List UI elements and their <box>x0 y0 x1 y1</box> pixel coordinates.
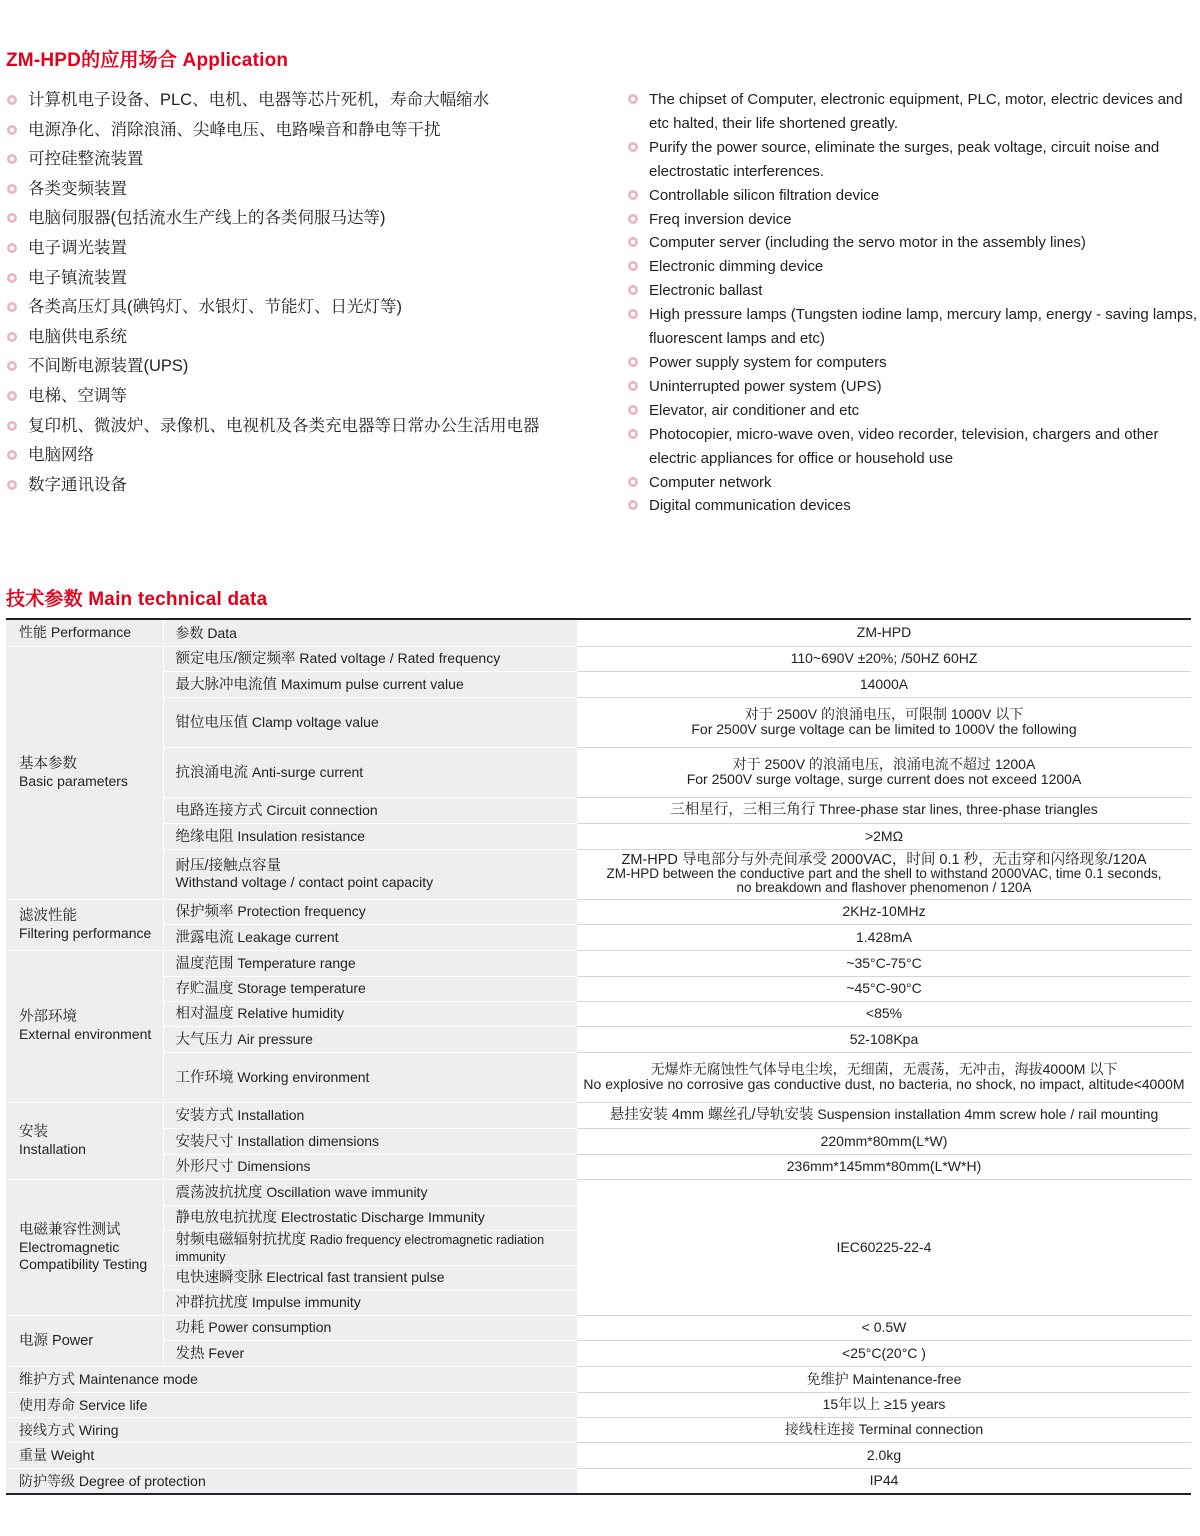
row-label: 发热 Fever <box>163 1340 577 1366</box>
row-value: <25°C(20°C ) <box>577 1340 1191 1366</box>
bullet-icon <box>628 142 638 152</box>
bullet-icon <box>628 429 638 439</box>
group-filtering-performance: 滤波性能 Filtering performance <box>6 899 163 950</box>
table-row <box>6 1392 1191 1417</box>
table-row <box>6 1001 1191 1026</box>
bullet-icon <box>628 357 638 367</box>
table-row <box>6 1442 1191 1468</box>
row-label: 安装方式 Installation <box>163 1102 577 1128</box>
row-value: 无爆炸无腐蚀性气体导电尘埃，无细菌，无震荡，无冲击，海拔4000M 以下 No explosive no corrosive gas conductive dust, no bacteria, no shock, no impact, altitude<4000M <box>577 1052 1191 1102</box>
row-value: 免维护 Maintenance-free <box>577 1366 1191 1392</box>
bullet-icon <box>7 95 17 105</box>
group-installation: 安装 Installation <box>6 1102 163 1179</box>
table-row <box>6 976 1191 1001</box>
list-item: Computer server (including the servo motor in the assembly lines) <box>627 231 1197 255</box>
row-label: 静电放电抗扰度 Electrostatic Discharge Immunity <box>163 1205 577 1230</box>
emc-value: IEC60225-22-4 <box>577 1179 1191 1315</box>
row-value: 悬挂安装 4mm 螺丝孔/导轨安装 Suspension installation 4mm screw hole / rail mounting <box>577 1102 1191 1128</box>
row-value: 1.428mA <box>577 924 1191 950</box>
row-value: <85% <box>577 1001 1191 1026</box>
bullet-icon <box>7 273 17 283</box>
technical-data-title: 技术参数 Main technical data <box>6 589 268 610</box>
table-row <box>6 1179 1191 1205</box>
list-item: 可控硅整流装置 <box>6 147 596 177</box>
bullet-icon <box>628 285 638 295</box>
table-row <box>6 1128 1191 1154</box>
row-value: 236mm*145mm*80mm(L*W*H) <box>577 1154 1191 1179</box>
row-label: 工作环境 Working environment <box>163 1052 577 1102</box>
bullet-icon <box>7 332 17 342</box>
row-label: 钳位电压值 Clamp voltage value <box>163 697 577 747</box>
row-value: 14000A <box>577 671 1191 697</box>
bullet-icon <box>7 480 17 490</box>
row-value: 52-108Kpa <box>577 1026 1191 1052</box>
row-label: 维护方式 Maintenance mode <box>6 1366 577 1392</box>
row-value: 三相星行，三相三角行 Three-phase star lines, three-phase triangles <box>577 797 1191 823</box>
group-basic-parameters: 基本参数 Basic parameters <box>6 646 163 899</box>
list-item: 各类变频装置 <box>6 177 596 207</box>
row-label: 存贮温度 Storage temperature <box>163 976 577 1001</box>
row-value: ZM-HPD 导电部分与外壳间承受 2000VAC，时间 0.1 秒，无击穿和闪络现象/120A ZM-HPD between the conductive part and the shell to withstand 2000VAC, time 0.1 seconds, no breakdown and flashover phenomenon / 120A <box>577 849 1191 899</box>
bullet-icon <box>628 500 638 510</box>
row-label: 抗浪涌电流 Anti-surge current <box>163 747 577 797</box>
application-list-en <box>627 88 1197 518</box>
group-external-environment: 外部环境 External environment <box>6 950 163 1102</box>
list-item: Electronic ballast <box>627 279 1197 303</box>
row-label: 额定电压/额定频率 Rated voltage / Rated frequency <box>163 646 577 671</box>
row-label: 外形尺寸 Dimensions <box>163 1154 577 1179</box>
table-row <box>6 924 1191 950</box>
bullet-icon <box>628 94 638 104</box>
list-item: 电脑伺服器(包括流水生产线上的各类伺服马达等) <box>6 206 596 236</box>
bullet-icon <box>628 237 638 247</box>
row-label: 大气压力 Air pressure <box>163 1026 577 1052</box>
row-label: 冲群抗扰度 Impulse immunity <box>163 1290 577 1315</box>
row-label: 重量 Weight <box>6 1442 577 1468</box>
list-item: 不间断电源装置(UPS) <box>6 354 596 384</box>
table-row <box>6 1052 1191 1102</box>
list-item: 电子镇流装置 <box>6 266 596 296</box>
table-row <box>6 1366 1191 1392</box>
bullet-icon <box>628 261 638 271</box>
row-label: 防护等级 Degree of protection <box>6 1468 577 1494</box>
header-performance: 性能 Performance <box>6 619 163 646</box>
list-item: Purify the power source, eliminate the surges, peak voltage, circuit noise and electrostatic interferences. <box>627 136 1197 184</box>
row-label: 最大脉冲电流值 Maximum pulse current value <box>163 671 577 697</box>
row-label: 安装尺寸 Installation dimensions <box>163 1128 577 1154</box>
bullet-icon <box>7 450 17 460</box>
row-label: 耐压/接触点容量 Withstand voltage / contact point capacity <box>163 849 577 899</box>
bullet-icon <box>7 361 17 371</box>
list-item: The chipset of Computer, electronic equipment, PLC, motor, electric devices and etc halted, their life shortened greatly. <box>627 88 1197 136</box>
row-value: IP44 <box>577 1468 1191 1494</box>
list-item: 复印机、微波炉、录像机、电视机及各类充电器等日常办公生活用电器 <box>6 414 596 444</box>
bullet-icon <box>628 309 638 319</box>
header-model: ZM-HPD <box>577 619 1191 646</box>
row-label: 电快速瞬变脉 Electrical fast transient pulse <box>163 1265 577 1290</box>
list-item: Electronic dimming device <box>627 255 1197 279</box>
row-label: 绝缘电阻 Insulation resistance <box>163 823 577 849</box>
table-row <box>6 950 1191 976</box>
bullet-icon <box>628 381 638 391</box>
table-row <box>6 1026 1191 1052</box>
list-item: Elevator, air conditioner and etc <box>627 399 1197 423</box>
row-label: 电路连接方式 Circuit connection <box>163 797 577 823</box>
table-row <box>6 899 1191 924</box>
list-item: 计算机电子设备、PLC、电机、电器等芯片死机，寿命大幅缩水 <box>6 88 596 118</box>
table-row <box>6 849 1191 899</box>
table-row <box>6 1154 1191 1179</box>
list-item: 电脑网络 <box>6 443 596 473</box>
row-value: 对于 2500V 的浪涌电压，可限制 1000V 以下 For 2500V surge voltage can be limited to 1000V the following <box>577 697 1191 747</box>
table-row <box>6 1102 1191 1128</box>
table-row <box>6 797 1191 823</box>
table-row <box>6 646 1191 671</box>
row-label: 使用寿命 Service life <box>6 1392 577 1417</box>
row-value: < 0.5W <box>577 1315 1191 1340</box>
list-item: Controllable silicon filtration device <box>627 184 1197 208</box>
list-item: Uninterrupted power system (UPS) <box>627 375 1197 399</box>
bullet-icon <box>628 477 638 487</box>
list-item: 电源净化、消除浪涌、尖峰电压、电路噪音和静电等干扰 <box>6 118 596 148</box>
table-row <box>6 747 1191 797</box>
group-emc-testing: 电磁兼容性测试 Electromagnetic Compatibility Testing <box>6 1179 163 1315</box>
application-list-cn <box>6 88 596 502</box>
row-label: 射频电磁辐射抗扰度 Radio frequency electromagnetic radiation immunity <box>163 1230 577 1265</box>
list-item: 各类高压灯具(碘钨灯、水银灯、节能灯、日光灯等) <box>6 295 596 325</box>
bullet-icon <box>7 391 17 401</box>
group-power: 电源 Power <box>6 1315 163 1366</box>
row-label: 泄露电流 Leakage current <box>163 924 577 950</box>
table-row <box>6 1315 1191 1340</box>
table-row <box>6 1340 1191 1366</box>
bullet-icon <box>7 243 17 253</box>
row-value: 接线柱连接 Terminal connection <box>577 1417 1191 1442</box>
bullet-icon <box>628 190 638 200</box>
table-row <box>6 697 1191 747</box>
row-value: 对于 2500V 的浪涌电压，浪涌电流不超过 1200A For 2500V surge voltage, surge current does not exceed 1200A <box>577 747 1191 797</box>
table-row <box>6 671 1191 697</box>
row-value: >2MΩ <box>577 823 1191 849</box>
bullet-icon <box>7 302 17 312</box>
row-label: 接线方式 Wiring <box>6 1417 577 1442</box>
header-data: 参数 Data <box>163 619 577 646</box>
list-item: Computer network <box>627 471 1197 495</box>
row-label: 相对温度 Relative humidity <box>163 1001 577 1026</box>
table-row <box>6 1468 1191 1494</box>
list-item: 数字通讯设备 <box>6 473 596 503</box>
row-label: 温度范围 Temperature range <box>163 950 577 976</box>
row-value: 2KHz-10MHz <box>577 899 1191 924</box>
list-item: Power supply system for computers <box>627 351 1197 375</box>
technical-data-table <box>6 618 1191 1495</box>
table-row <box>6 1417 1191 1442</box>
bullet-icon <box>628 405 638 415</box>
row-label: 震荡波抗扰度 Oscillation wave immunity <box>163 1179 577 1205</box>
row-value: 110~690V ±20%; /50HZ 60HZ <box>577 646 1191 671</box>
row-value: 15年以上 ≥15 years <box>577 1392 1191 1417</box>
row-value: 220mm*80mm(L*W) <box>577 1128 1191 1154</box>
bullet-icon <box>7 184 17 194</box>
row-value: ~45°C-90°C <box>577 976 1191 1001</box>
list-item: 电脑供电系统 <box>6 325 596 355</box>
list-item: Photocopier, micro-wave oven, video recorder, television, chargers and other electric appliances for office or household use <box>627 423 1197 471</box>
list-item: Freq inversion device <box>627 208 1197 232</box>
row-label: 功耗 Power consumption <box>163 1315 577 1340</box>
application-title: ZM-HPD的应用场合 Application <box>6 50 289 71</box>
table-header-row <box>6 619 1191 646</box>
row-value: 2.0kg <box>577 1442 1191 1468</box>
bullet-icon <box>7 213 17 223</box>
bullet-icon <box>7 125 17 135</box>
list-item: 电梯、空调等 <box>6 384 596 414</box>
row-value: ~35°C-75°C <box>577 950 1191 976</box>
bullet-icon <box>628 214 638 224</box>
bullet-icon <box>7 154 17 164</box>
list-item: High pressure lamps (Tungsten iodine lamp, mercury lamp, energy - saving lamps, fluorescent lamps and etc) <box>627 303 1197 351</box>
bullet-icon <box>7 421 17 431</box>
list-item: 电子调光装置 <box>6 236 596 266</box>
table-row <box>6 823 1191 849</box>
row-label: 保护频率 Protection frequency <box>163 899 577 924</box>
list-item: Digital communication devices <box>627 494 1197 518</box>
